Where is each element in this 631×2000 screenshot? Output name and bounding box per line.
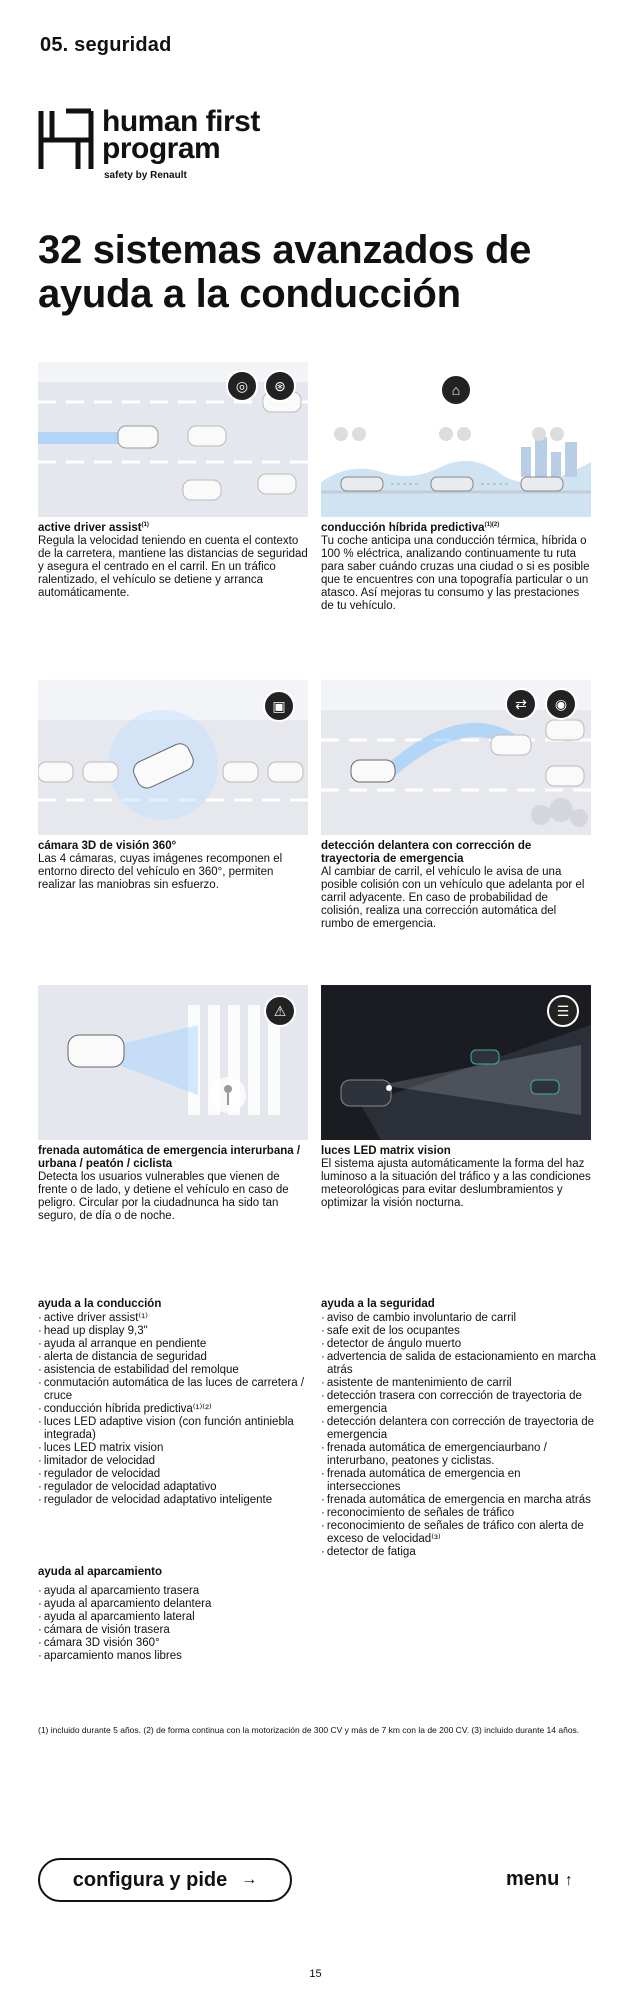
feature-front-detection <box>321 680 591 931</box>
list-parking-assistance <box>38 1566 313 1663</box>
page-number: 15 <box>309 1968 322 1980</box>
list-item: · regulador de velocidad adaptativo inteligente <box>38 1494 313 1507</box>
list-item: · frenada automática de emergencia en intersecciones <box>321 1468 596 1494</box>
list-item: · limitador de velocidad <box>38 1455 313 1468</box>
menu-button[interactable] <box>506 1868 573 1891</box>
list-items <box>38 1585 313 1663</box>
camera-360-icon: ▣ <box>263 690 295 722</box>
list-item: · ayuda al arranque en pendiente <box>38 1338 313 1351</box>
list-item: · cámara 3D visión 360° <box>38 1637 313 1650</box>
feature-title: luces LED matrix vision <box>321 1145 451 1157</box>
logo-tagline: safety by Renault <box>104 170 187 181</box>
list-title: ayuda a la conducción <box>38 1298 162 1310</box>
list-item: · reconocimiento de señales de tráfico <box>321 1507 596 1520</box>
list-item: · luces LED matrix vision <box>38 1442 313 1455</box>
matrix-light-icon: ☰ <box>547 995 579 1027</box>
feature-image <box>38 362 308 517</box>
list-item: · alerta de distancia de seguridad <box>38 1351 313 1364</box>
list-item: · active driver assist⁽¹⁾ <box>38 1312 313 1325</box>
predictive-hybrid-icon: ⌂ <box>440 374 472 406</box>
front-collision-icon: ◉ <box>545 688 577 720</box>
feature-body: El sistema ajusta automáticamente la forma del haz luminoso a la situación del tráfico y a las condiciones meteorológicas para evitar deslumbramientos y optimizar la visión nocturna. <box>321 1158 591 1209</box>
human-first-logo <box>38 105 308 188</box>
arrow-right-icon: → <box>241 1871 258 1888</box>
logo-line-1: human first <box>102 105 260 138</box>
feature-image <box>321 985 591 1140</box>
list-item: · conmutación automática de las luces de carretera / cruce <box>38 1377 313 1403</box>
list-item: · luces LED adaptive vision (con función antiniebla integrada) <box>38 1416 313 1442</box>
list-item: · ayuda al aparcamiento delantera <box>38 1598 313 1611</box>
list-item: · safe exit de los ocupantes <box>321 1325 596 1338</box>
list-item: · detección trasera con corrección de trayectoria de emergencia <box>321 1390 596 1416</box>
human-first-logo-mark <box>38 108 94 172</box>
feature-camera-360 <box>38 680 308 892</box>
list-item: · asistente de mantenimiento de carril <box>321 1377 596 1390</box>
feature-image <box>38 985 308 1140</box>
list-item: · detector de fatiga <box>321 1546 596 1559</box>
logo-line-2: program <box>102 132 221 165</box>
list-item: · asistencia de estabilidad del remolque <box>38 1364 313 1377</box>
arrow-up-icon: ↑ <box>564 1872 573 1889</box>
feature-emergency-braking <box>38 985 308 1223</box>
section-label: 05. seguridad <box>40 34 172 56</box>
list-driving-assistance <box>38 1298 313 1507</box>
list-item: · aparcamiento manos libres <box>38 1650 313 1663</box>
list-item: · ayuda al aparcamiento trasera <box>38 1585 313 1598</box>
feature-body: Detecta los usuarios vulnerables que vienen de frente o de lado, y detiene el vehículo en caso de peligro. Circular por la ciudadnunca ha sido tan seguro, de día o de noche. <box>38 1171 289 1222</box>
feature-title: frenada automática de emergencia interurbana / urbana / peatón / ciclista <box>38 1145 301 1170</box>
list-item: · ayuda al aparcamiento lateral <box>38 1611 313 1624</box>
list-safety-assistance <box>321 1298 596 1559</box>
list-items <box>38 1312 313 1507</box>
list-item: · head up display 9,3" <box>38 1325 313 1338</box>
feature-image <box>321 680 591 835</box>
list-item: · conducción híbrida predictiva⁽¹⁾⁽²⁾ <box>38 1403 313 1416</box>
feature-image <box>321 362 591 517</box>
list-item: · reconocimiento de señales de tráfico con alerta de exceso de velocidad⁽³⁾ <box>321 1520 596 1546</box>
feature-title: conducción híbrida predictiva$^{(1)(2)}$ <box>321 522 500 534</box>
lane-change-icon: ⇄ <box>505 688 537 720</box>
feature-body: Tu coche anticipa una conducción térmica, híbrida o 100 % eléctrica, analizando continuamente tu ruta para saber cuándo cruzas una ciudad o si es posible que te encuentres con una topografía particular o un atasco. Así mejoras tu consumo y las prestaciones de tu vehículo. <box>321 535 590 612</box>
steering-wheel-icon: ⊛ <box>264 370 296 402</box>
menu-label: menu <box>506 1868 560 1890</box>
cta-label: configura y pide <box>72 1868 228 1891</box>
list-item: · aviso de cambio involuntario de carril <box>321 1312 596 1325</box>
list-items <box>321 1312 596 1559</box>
feature-image <box>38 680 308 835</box>
feature-title: detección delantera con corrección de trayectoria de emergencia <box>321 840 532 865</box>
feature-predictive-hybrid <box>321 362 591 613</box>
list-item: · detector de ángulo muerto <box>321 1338 596 1351</box>
list-item: · regulador de velocidad adaptativo <box>38 1481 313 1494</box>
list-item: · frenada automática de emergencia en marcha atrás <box>321 1494 596 1507</box>
pedestrian-brake-icon: ⚠ <box>264 995 296 1027</box>
configure-order-button[interactable] <box>38 1858 292 1902</box>
feature-matrix-lights <box>321 985 591 1210</box>
feature-title: cámara 3D de visión 360° <box>38 840 177 852</box>
list-title: ayuda al aparcamiento <box>38 1566 162 1578</box>
driver-assist-icon: ◎ <box>226 370 258 402</box>
feature-title: active driver assist$^{(1)}$ <box>38 522 149 534</box>
list-item: · advertencia de salida de estacionamiento en marcha atrás <box>321 1351 596 1377</box>
list-item: · cámara de visión trasera <box>38 1624 313 1637</box>
list-title: ayuda a la seguridad <box>321 1298 435 1310</box>
footnote: (1) incluido durante 5 años. (2) de forma continua con la motorización de 300 CV y más de 7 km con la de 200 CV. (3) incluido durante 14 años. <box>38 1725 580 1735</box>
list-item: · detección delantera con corrección de trayectoria de emergencia <box>321 1416 596 1442</box>
feature-body: Las 4 cámaras, cuyas imágenes recomponen el entorno directo del vehículo en 360°, permiten realizar las maniobras sin esfuerzo. <box>38 853 283 891</box>
list-item: · frenada automática de emergenciaurbano / interurbano, peatones y ciclistas. <box>321 1442 596 1468</box>
list-item: · regulador de velocidad <box>38 1468 313 1481</box>
feature-body: Regula la velocidad teniendo en cuenta el contexto de la carretera, mantiene las distancias de seguridad y asegura el centrado en el carril. En un tráfico ralentizado, el vehículo se detiene y arranca automáticamente. <box>38 535 308 599</box>
feature-active-driver-assist <box>38 362 308 600</box>
page-headline: 32 sistemas avanzados de ayuda a la conducción <box>38 228 532 316</box>
feature-body: Al cambiar de carril, el vehículo le avisa de una posible colisión con un vehículo que adelanta por el carril adyacente. En caso de probabilidad de colisión, realiza una corrección automática del rumbo de emergencia. <box>321 866 585 930</box>
